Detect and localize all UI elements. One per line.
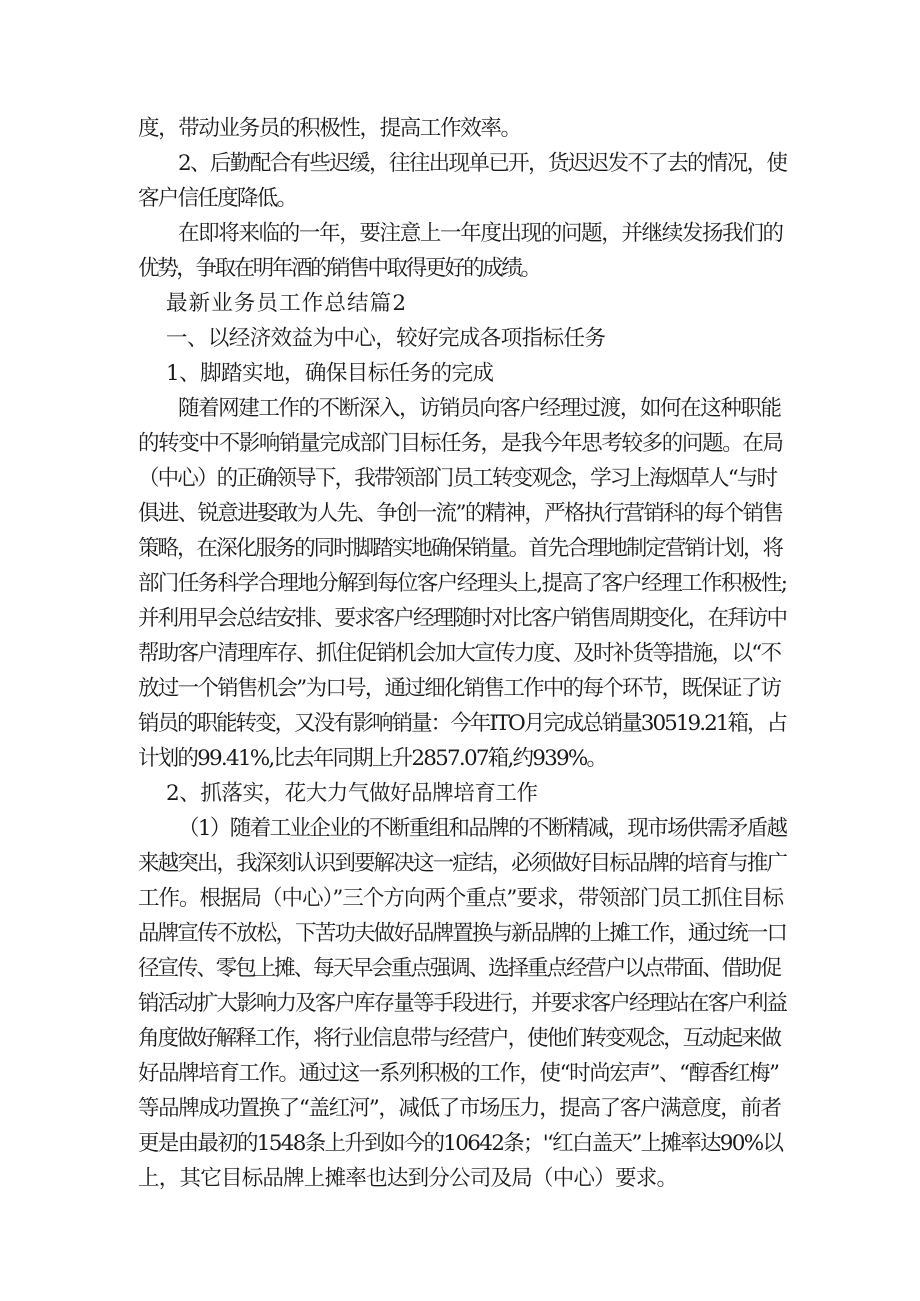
- line-text: 一、以经济效益为中心，较好完成各项指标任务: [166, 326, 606, 351]
- line-text: 来越突出，我深刻认识到要解决这一症结，必须做好目标品牌的培育与推广: [138, 851, 787, 876]
- text-line: [0, 427, 920, 461]
- line-text: 好品牌培育工作。通过这一系列积极的工作，使“时尚宏声”、“醇香红梅”: [138, 1061, 779, 1086]
- text-line: [0, 602, 920, 636]
- text-line: [0, 392, 920, 426]
- text-line: [0, 1162, 920, 1196]
- line-text: 最新业务员工作总结篇2: [166, 291, 408, 316]
- line-text: 并利用早会总结安排、要求客户经理随时对比客户销售周期变化，在拜访中: [138, 606, 787, 631]
- text-line: [0, 917, 920, 951]
- line-text: 1、脚踏实地，确保目标任务的完成: [166, 361, 494, 386]
- section-heading: [0, 287, 920, 321]
- text-line: [0, 742, 920, 776]
- text-line: [0, 707, 920, 741]
- text-line: [0, 497, 920, 531]
- line-text: （中心）的正确领导下，我带领部门员工转变观念，学习上海烟草人“与时: [138, 466, 777, 491]
- line-text: 度，带动业务员的积极性，提高工作效率。: [138, 116, 521, 141]
- subsection-heading: [0, 357, 920, 391]
- line-text: 帮助客户清理库存、抓住促销机会加大宣传力度、及时补货等措施，以“不: [138, 641, 781, 666]
- text-line: [0, 987, 920, 1021]
- text-line: [0, 637, 920, 671]
- text-line: [0, 567, 920, 601]
- line-text: 上，其它目标品牌上摊率也达到分公司及局（中心）要求。: [138, 1166, 678, 1191]
- text-line: [0, 672, 920, 706]
- line-text: 工作。根据局（中心）”三个方向两个重点”要求，带领部门员工抓住目标: [138, 886, 783, 911]
- line-text: 随着网建工作的不断深入，访销员向客户经理过渡，如何在这种职能: [178, 396, 781, 421]
- line-text: 销活动扩大影响力及客户库存量等手段进行，并要求客户经理站在客户利益: [138, 991, 787, 1016]
- line-text: 等品牌成功置换了“盖红河”，减低了市场压力，提高了客户满意度，前者: [138, 1096, 781, 1121]
- line-text: 计划的99.41%,比去年同期上升2857.07箱,约939%。: [138, 746, 607, 771]
- text-line: [0, 952, 920, 986]
- text-line: [0, 1022, 920, 1056]
- line-text: 的转变中不影响销量完成部门目标任务，是我今年思考较多的问题。在局: [138, 431, 783, 456]
- text-line: [0, 1127, 920, 1161]
- line-text: （1）随着工业企业的不断重组和品牌的不断精减，现市场供需矛盾越: [178, 816, 787, 841]
- text-line: [0, 217, 920, 251]
- text-line: [0, 882, 920, 916]
- line-text: 销员的职能转变，又没有影响销量：今年ITO月完成总销量30519.21箱，占: [138, 711, 786, 736]
- line-text: 在即将来临的一年，要注意上一年度出现的问题，并继续发扬我们的: [178, 221, 783, 246]
- line-text: 2、抓落实，花大力气做好品牌培育工作: [166, 781, 538, 806]
- line-text: 策略，在深化服务的同时脚踏实地确保销量。首先合理地制定营销计划，将: [138, 536, 783, 561]
- text-line: [0, 182, 920, 216]
- text-line: [0, 112, 920, 146]
- text-line: [0, 1092, 920, 1126]
- text-line: [0, 462, 920, 496]
- text-line: [0, 812, 920, 846]
- line-text: 品牌宣传不放松，下苦功夫做好品牌置换与新品牌的上摊工作，通过统一口: [138, 921, 787, 946]
- text-line: [0, 252, 920, 286]
- text-line: [0, 1057, 920, 1091]
- line-text: 径宣传、零包上摊、每天早会重点强调、选择重点经营户以点带面、借助促: [138, 956, 780, 981]
- text-line: [0, 532, 920, 566]
- line-text: 部门任务科学合理地分解到每位客户经理头上,提高了客户经理工作积极性;: [138, 571, 787, 596]
- text-line: [0, 847, 920, 881]
- text-line: [0, 147, 920, 181]
- line-text: 更是由最初的1548条上升到如今的10642条；'‘红白盖天”上摊率达90%以: [138, 1131, 783, 1156]
- line-text: 2、后勤配合有些迟缓，往往出现单已开，货迟迟发不了去的情况，使: [178, 151, 787, 176]
- line-text: 俱进、锐意进娶敢为人先、争创一流”的精神，严格执行营销科的每个销售: [138, 501, 783, 526]
- subsection-heading: [0, 777, 920, 811]
- line-text: 优势，争取在明年酒的销售中取得更好的成绩。: [138, 256, 540, 281]
- line-text: 放过一个销售机会”为口号，通过细化销售工作中的每个环节，既保证了访: [138, 676, 781, 701]
- section-heading: [0, 322, 920, 356]
- line-text: 客户信任度降低。: [138, 186, 297, 211]
- line-text: 角度做好解释工作，将行业信息带与经营户，使他们转变观念，互动起来做: [138, 1026, 780, 1051]
